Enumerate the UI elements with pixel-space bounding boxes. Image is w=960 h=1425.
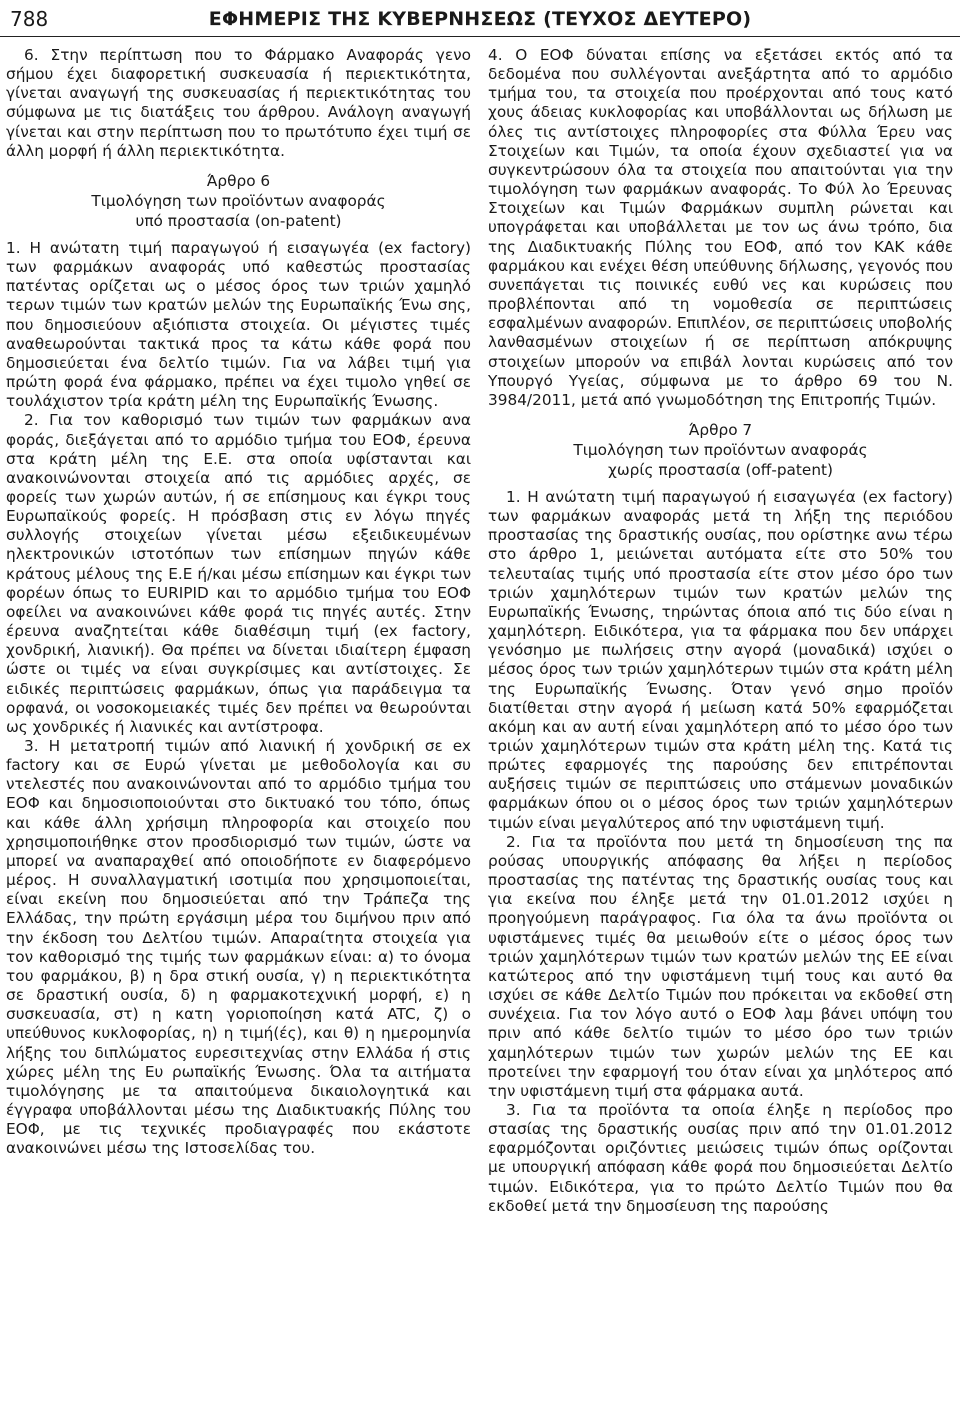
article-7-number: Άρθρο 7 (688, 420, 753, 439)
article-6-title-line2: υπό προστασία (on-patent) (135, 211, 342, 230)
header-divider (0, 36, 960, 37)
article-7-title-line2: χωρίς προστασία (off-patent) (608, 460, 833, 479)
page-number: 788 (10, 7, 49, 31)
right-column (488, 46, 953, 1421)
article-7-paragraph-3: 3. Για τα προϊόντα τα οποία έληξε η περίοδος προ στασίας της δραστικής ουσίας πριν από την 01.01.2012 εφαρμόζονται οριζόντιες μειώσεις τιμών όπως ορίζονται με υπουργική απόφαση κάθε φορά που δημοσιεύεται Δελτίο τιμών. Ειδικότερα, για το πρώτο Δελτίο Τιμών που θα εκδοθεί μετά την δημοσίευση της παρούσης (488, 1100, 953, 1215)
article-6-heading (6, 171, 471, 231)
article-6-paragraph-3: 3. Η μετατροπή τιμών από λιανική ή χονδρική σε ex factory και σε Ευρώ γίνεται με μεθοδολογία και συ ντελεστές που ανακοινώνονται από το αρμόδιο τμήμα του ΕΟΦ και δημοσιοποιούνται στο δικτυακό του τόπο, όπως και κάθε άλλη χρήσιμη πληροφορία και στοιχείο που χρησιμοποιήθηκε στον προσδιορισμό των τιμών, ώστε να μπορεί να αναπαραχθεί από οποιοδήποτε εν διαφερόμενο μέρος. Η συναλλαγματική ισοτιμία που χρησιμοποιείται, είναι εκείνη που δημοσιεύεται από την Τράπεζα της Ελλάδας, την πρώτη εργάσιμη μέρα του διμήνου πριν από την έκδοση του Δελτίου τιμών. Απαραίτητα στοιχεία για τον καθορισμό της τιμής των φαρμάκων είναι: α) το όνομα του φαρμάκου, β) η δρα στική ουσία, γ) η περιεκτικότητα σε δραστική ουσία, δ) η φαρμακοτεχνική μορφή, ε) η συσκευασία, στ) η κατη γοριοποίηση κατά ATC, ζ) ο υπεύθυνος κυκλοφορίας, η) η τιμή(ές), και θ) η ημερομηνία λήξης του διπλώματος ευρεσιτεχνίας στην Ελλάδα ή στις χώρες μέλη της Ευ ρωπαϊκής Ένωσης. Όλα τα αιτήματα τιμολόγησης με τα απαιτούμενα δικαιολογητικά και έγγραφα υποβάλλονται μέσω της Διαδικτυακής Πύλης του ΕΟΦ, με τις τεχνικές προδιαγραφές που εκάστοτε ανακοινώνει μέσω της Ιστοσελίδας του. (6, 737, 471, 1158)
article-7-paragraph-1: 1. Η ανώτατη τιμή παραγωγού ή εισαγωγέα (ex factory) των φαρμάκων αναφοράς μετά τη λήξη της περιόδου προστασίας της δραστικής ουσίας, που ορίστηκε ανω τέρω στο άρθρο 1, μειώνεται αυτόματα είτε στο 50% του τελευταίας τιμής υπό προστασία είτε στον μέσο όρο των τριών χαμηλότερων τιμών των κρατών μελών της Ευρωπαϊκής Ένωσης, τηρώντας όποια από τις δύο είναι η χαμηλότερη. Ειδικότερα, για τα φάρμακα που δεν υπάρχει γενόσημο με πωλήσεις στην αγορά (μοναδικά) ισχύει ο μέσος όρος των τριών χαμηλότερων τιμών στα κράτη μέλη της Ευρωπαϊκής Ένωσης. Όταν γενό σημο προϊόν διατίθεται στην αγορά ή μείωση κατά 50% εφαρμόζεται ακόμη και αν αυτή είναι χαμηλότερη από το μέσο όρο των τριών χαμηλότερων τιμών στα κράτη μέλη της. Κατά τις πρώτες εφαρμογές της παρούσης δεν επιτρέπονται αυξήσεις τιμών σε περιπτώσεις υπο στάμενων μοναδικών φαρμάκων όπου οι ο μέσος όρος των τριών χαμηλότερων τιμών είναι μεγαλύτερος από την υφιστάμενη τιμή. (488, 487, 953, 832)
left-column (6, 46, 471, 1421)
article-6-paragraph-2: 2. Για τον καθορισμό των τιμών των φαρμάκων ανα φοράς, διεξάγεται από το αρμόδιο τμήμα του ΕΟΦ, έρευνα στα κράτη μέλη της Ε.Ε. στα οποία υφίστανται και ανακοινώνονται στοιχεία από τις αρμόδιες αρχές, σε φορείς των χωρών αυτών, ή σε επίσημους και έγκρι τους Ευρωπαϊκούς φορείς. Η πρόσβαση στις εν λόγω πηγές συλλογής στοιχείων γίνεται μέσω εξειδικευμένων ηλεκτρονικών ιστοτόπων των επίσημων πηγών κάθε κράτους μέλους της Ε.Ε ή/και μέσω επίσημων και έγκρι των φορέων όπως το EURIPID και το αρμόδιο τμήμα του ΕΟΦ οφείλει να ανακοινώνει κάθε φορά τις πηγές αυτές. Στην έρευνα αναζητείται κάθε διαθέσιμη τιμή (ex factory, χονδρική, λιανική). Θα πρέπει να δίνεται ιδιαίτερη έμφαση ώστε οι τιμές να είναι συγκρίσιμες και αντίστοιχες. Σε ειδικές περιπτώσεις φαρμάκων, όπως για παράδειγμα τα ορφανά, οι νοσοκομειακές τιμές δεν πρέπει να θεωρούνται ως χονδρικές ή λιανικές και αντίστροφα. (6, 411, 471, 736)
journal-title: ΕΦΗΜΕΡΙΣ ΤΗΣ ΚΥΒΕΡΝΗΣΕΩΣ (ΤΕΥΧΟΣ ΔΕΥΤΕΡΟ) (208, 8, 752, 30)
article-6-paragraph-4: 4. Ο ΕΟΦ δύναται επίσης να εξετάσει εκτός από τα δεδομένα που συλλέγονται ανεξάρτητα από το αρμόδιο τμήμα του, τα στοιχεία που προέρχονται από τους κατό χους άδειας κυκλοφορίας και υποβάλλονται ως δήλωση με όλες τις αντίστοιχες πληροφορίες στα Φύλλα Έρευ νας Στοιχείων και Τιμών, τα οποία έχουν σχεδιαστεί για να συγκεντρώσουν όλα τα στοιχεία που απαιτούνται για την τιμολόγηση των φαρμάκων αναφοράς. Το Φύλ λο Έρευνας Στοιχείων και Τιμών Φαρμάκων συμπλη ρώνεται και υπογράφεται και υποβάλλεται με τον ως άνω τρόπο, δια της Διαδικτυακής Πύλης του ΕΟΦ, από τον ΚΑΚ κάθε φαρμάκου και ενέχει θέση υπεύθυνης δήλωσης, γεγονός που συνεπάγεται τις ποινικές ευθύ νες και κυρώσεις που προβλέπονται από τη νομοθεσία σε περιπτώσεις εσφαλμένων αναφορών. Επιπλέον, σε περιπτώσεις υποβολής λανθασμένων στοιχείων ή σε περίπτωση απόκρυψης στοιχείων μπορούν να επιβάλ λονται κυρώσεις από τον Υπουργό Υγείας, σύμφωνα με το άρθρο 69 του Ν. 3984/2011, μετά από γνωμοδότηση της Επιτροπής Τιμών. (488, 46, 953, 409)
article-7-heading (488, 420, 953, 480)
article-6-paragraph-1: 1. Η ανώτατη τιμή παραγωγού ή εισαγωγέα (ex factory) των φαρμάκων αναφοράς υπό καθεστώς προστασίας πατέντας ορίζεται ως ο μέσος όρος των τριών χαμηλό τερων τιμών των κρατών μελών της Ευρωπαϊκής Ένω σης, που δημοσιεύουν αξιόπιστα στοιχεία. Οι μέγιστες τιμές αναθεωρούνται τακτικά προς τα κάτω κάθε φορά που δημοσιεύεται ένα δελτίο τιμών. Για να λάβει τιμή για πρώτη φορά ένα φάρμακο, πρέπει να έχει τιμολο γηθεί σε τουλάχιστον τρία κράτη μέλη της Ευρωπαϊκής Ένωσης. (6, 238, 471, 411)
paragraph-6: 6. Στην περίπτωση που το Φάρμακο Αναφοράς γενο σήμου έχει διαφορετική συσκευασία ή περιεκτικότητα, γίνεται αναγωγή της συσκευασίας ή περιεκτικότητας του σύμφωνα με τις διατάξεις του άρθρου. Ανάλογη αναγωγή γίνεται και στην περίπτωση που το πρωτότυπο έχει τιμή σε άλλη μορφή ή άλλη περιεκτικότητα. (6, 46, 471, 160)
page-header (10, 2, 950, 36)
article-7-paragraph-2: 2. Για τα προϊόντα που μετά τη δημοσίευση της πα ρούσας υπουργικής απόφασης θα λήξει η περίοδος προστασίας της πατέντας της δραστικής ουσίας τους και για εκείνα που έληξε μετά την 01.01.2012 ισχύει η προηγούμενη παράγραφος. Για όλα τα άνω προϊόντα οι υφιστάμενες τιμές θα μειωθούν είτε ο μέσος όρος των τριών χαμηλότερων τιμών των κρατών μελών της ΕΕ είναι κατώτερος από την υφιστάμενη τιμή τους και αυτό θα ισχύει σε κάθε Δελτίο Τιμών που πρόκειται να εκδοθεί στη συνέχεια. Για τον λόγο αυτό ο ΕΟΦ λαμ βάνει υπόψη του πριν από κάθε δελτίο τιμών το μέσο όρο των τριών χαμηλότερων τιμών των χωρών μελών της ΕΕ και προτείνει την εφαρμογή του όταν είναι χα μηλότερος από την υφιστάμενη τιμή στα φάρμακα αυτά. (488, 832, 953, 1100)
article-6-title-line1: Τιμολόγηση των προϊόντων αναφοράς (91, 191, 386, 210)
article-7-title-line1: Τιμολόγηση των προϊόντων αναφοράς (573, 440, 868, 459)
article-6-number: Άρθρο 6 (206, 171, 271, 190)
